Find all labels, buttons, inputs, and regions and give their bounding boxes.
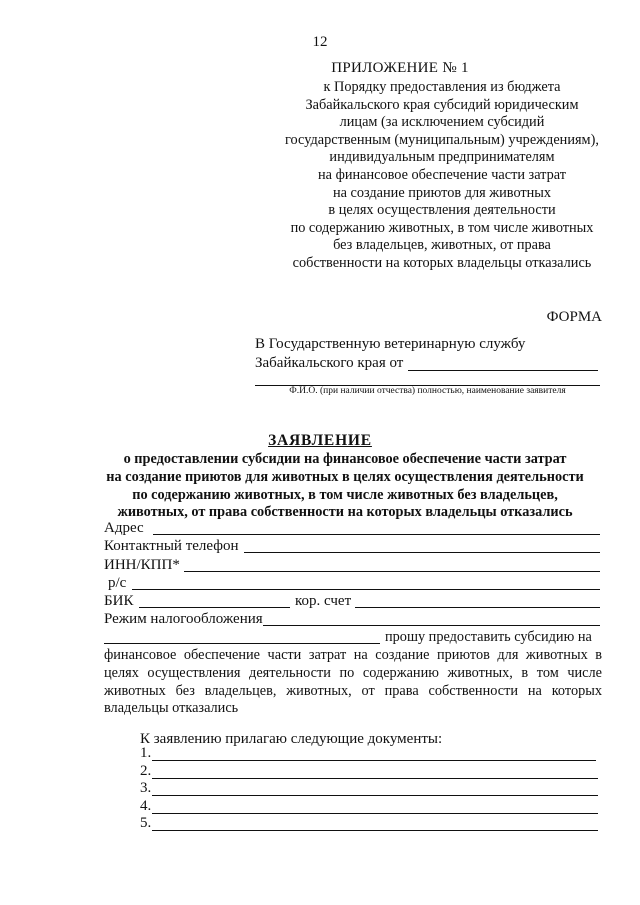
applicant-from-field[interactable] bbox=[408, 370, 598, 371]
page-number: 12 bbox=[312, 34, 328, 50]
appendix-line: в целях осуществления деятельности bbox=[328, 202, 556, 219]
request-line-last: владельцы отказались bbox=[104, 700, 239, 717]
subtitle-line: о предоставлении субсидии на финансовое обеспечение части затрат bbox=[123, 451, 567, 467]
document-field-2[interactable] bbox=[152, 778, 598, 779]
applicant-hint: Ф.И.О. (при наличии отчества) полностью, наименование заявителя bbox=[289, 386, 566, 396]
appendix-line: собственности на которых владельцы отказались bbox=[292, 254, 592, 271]
document-number: 1. bbox=[140, 745, 152, 761]
bik-field[interactable] bbox=[139, 607, 290, 608]
account-label: р/с bbox=[108, 575, 127, 591]
statement-subtitle bbox=[90, 451, 600, 522]
addressee-line-1: В Государственную ветеринарную службу bbox=[255, 336, 526, 352]
appendix-line: к Порядку предоставления из бюджета bbox=[323, 79, 561, 95]
document-field-4[interactable] bbox=[152, 813, 598, 814]
document-number: 2. bbox=[140, 763, 152, 779]
address-label: Адрес bbox=[104, 520, 144, 536]
subtitle-line: животных, от права собственности на которых владельцы отказались bbox=[117, 504, 573, 521]
document-field-1[interactable] bbox=[152, 760, 596, 761]
document-number: 4. bbox=[140, 798, 152, 814]
inn-kpp-field[interactable] bbox=[184, 571, 600, 572]
corr-account-label: кор. счет bbox=[295, 593, 352, 609]
request-first-line: прошу предоставить субсидию на bbox=[385, 629, 592, 645]
phone-label: Контактный телефон bbox=[104, 538, 239, 554]
appendix-line: на создание приютов для животных bbox=[332, 184, 552, 201]
request-line: целях осуществления деятельности по содержанию животных, в том числе bbox=[104, 664, 602, 681]
documents-heading: К заявлению прилагаю следующие документы: bbox=[140, 731, 443, 747]
subtitle-line: на создание приютов для животных в целях осуществления деятельности bbox=[106, 468, 584, 485]
inn-kpp-label: ИНН/КПП* bbox=[104, 557, 180, 573]
tax-mode-field[interactable] bbox=[263, 625, 600, 626]
appendix-line: без владельцев, животных, от права bbox=[333, 237, 551, 254]
appendix-line: индивидуальным предпринимателям bbox=[329, 149, 555, 166]
subtitle-line: по содержанию животных, в том числе животных без владельцев, bbox=[132, 486, 558, 503]
tax-mode-label: Режим налогообложения bbox=[104, 611, 263, 627]
document-number: 3. bbox=[140, 780, 152, 796]
appendix-line: государственным (муниципальным) учреждениям), bbox=[285, 131, 599, 148]
document-field-3[interactable] bbox=[152, 795, 598, 796]
bik-label: БИК bbox=[104, 593, 134, 609]
appendix-line: по содержанию животных, в том числе животных bbox=[290, 219, 594, 236]
appendix-description bbox=[272, 79, 612, 273]
appendix-title: ПРИЛОЖЕНИЕ № 1 bbox=[331, 60, 469, 76]
account-field[interactable] bbox=[132, 589, 600, 590]
appendix-line: лицам (за исключением субсидий bbox=[339, 114, 545, 131]
appendix-line: на финансовое обеспечение части затрат bbox=[318, 166, 566, 183]
applicant-name-inline-field[interactable] bbox=[104, 643, 380, 644]
request-line: финансовое обеспечение части затрат на создание приютов для животных в bbox=[104, 647, 602, 663]
document-field-5[interactable] bbox=[152, 830, 598, 831]
form-label: ФОРМА bbox=[546, 309, 602, 325]
addressee-line-2: Забайкальского края от bbox=[255, 355, 404, 371]
appendix-line: Забайкальского края субсидий юридическим bbox=[305, 96, 579, 113]
address-field[interactable] bbox=[153, 534, 600, 535]
request-paragraph bbox=[104, 647, 602, 718]
phone-field[interactable] bbox=[244, 552, 600, 553]
request-line: животных без владельцев, животных, от права собственности на которых bbox=[104, 682, 602, 699]
document-number: 5. bbox=[140, 815, 152, 831]
statement-title: ЗАЯВЛЕНИЕ bbox=[268, 432, 372, 449]
corr-account-field[interactable] bbox=[355, 607, 600, 608]
